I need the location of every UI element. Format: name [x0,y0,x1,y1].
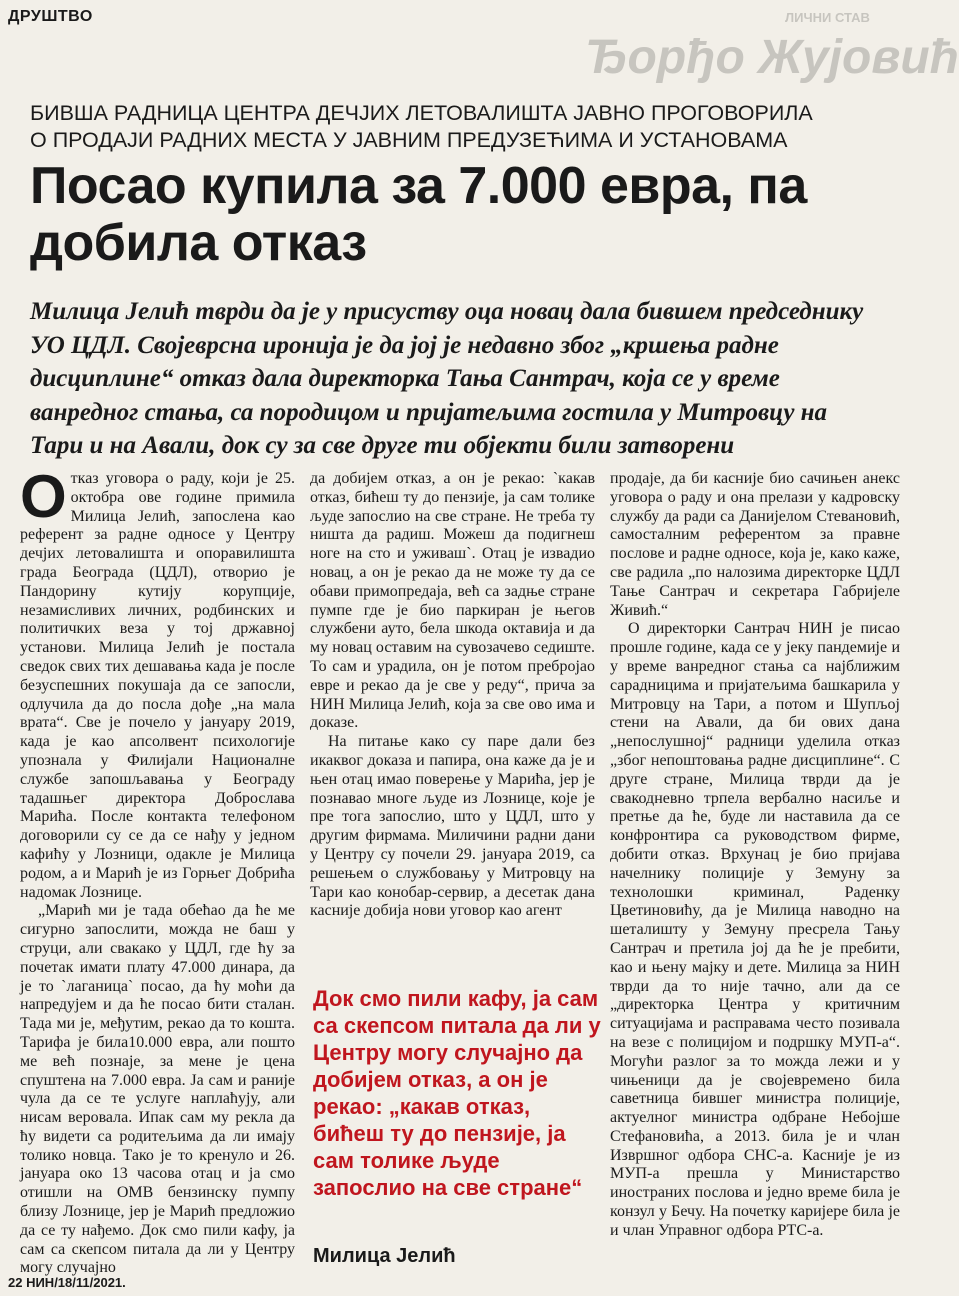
article-column-1 [20,463,295,1277]
kicker: БИВША РАДНИЦА ЦЕНТРА ДЕЧЈИХ ЛЕТОВАЛИШТА ЈАВНО ПРОГОВОРИЛА О ПРОДАЈИ РАДНИХ МЕСТА У ЈАВНИМ ПРЕДУЗЕЋИМА И УСТАНОВАМА [30,101,813,152]
facing-page-name: Ђорђо Жујовић [585,31,959,84]
section-label: ДРУШТВО [8,8,93,25]
paragraph: продаје, да би касније био сачињен анекс уговора о раду и она прелази у кадровску службу да ради са Данијелом Стевановић, самосталним референтом за правне послове и радне односе, која је, како каже, све радила „по налозима директорке ЦДЛ Тање Сантрач и секретара Габријеле Живић.“ [610,470,900,619]
headline: Посао купила за 7.000 евра, па добила отказ [30,157,807,272]
paragraph: „Марић ми је тада обећао да ће ме сигурно запослити, можда не баш у струци, али свакако у ЦДЛ, где ћу за почетак имати плату 47.000 динара, да је то `лаганица` посао, да ћу моћи да напредујем и да ће посао бити сталан. Тада ми је, међутим, рекао да то кошта. Тарифа је била10.000 евра, али пошто ме већ познаје, за мене је цена спуштена на 7.000 евра. Ја сам и раније чула да се те услуге наплаћују, али нисам веровала. Ипак сам му рекла да ћу видети са родитељима да ли имају толико новца. Тако је то кренуло и 26. јануара око 13 часова отац и ја смо отишли на ОМВ бензинску пумпу близу Лознице, јер је Марић предложио да се ту нађемо. Док смо пили кафу, ја сам са скепсом питала да ли у Центру могу случајно [20,902,295,1277]
pull-quote: Док смо пили кафу, ја сам са скепсом питала да ли у Центру могу случајно да добијем отказ, а он је рекао: „какав отказ, бићеш ту до пензије, ја сам толике људе запослио на све стране“ [313,986,601,1200]
article-column-2 [310,470,595,930]
paragraph: О директорки Сантрач НИН је писао прошле године, када се у јеку пандемије и у време ванредног стања са најближим сарадницима и пријатељима башкарила у Митровцу на Тари, а потом и Шупљој стени на Авали, да би ових дана „непослушној“ радници уделила отказ „због непоштовања радне дисциплине“. С друге стране, Милица тврди да је свакодневно трпела вербално насиље и претње да ће, буде ли наставила да се конфронтира са руководством фирме, добити отказ. Врхунац је био пријава начелнику полиције у Земуну за технолошки криминал, Раденку Цветиновићу, да је Милица наводно на шеталишту у Земуну пресрела Тању Сантрач и претила јој да ће је пребити, као и њену мајку и дете. Милица за НИН тврди да то није тачно, али да се „директорка Центра у критичним ситуацијама и расправама често позивала на везе с полицијом и подршку МУП-а“. Могући разлог за то можда лежи и у чињеници да је својевремено била саветница бившег министра полиције, актуелног министра одбране Небојше Стефановића, а 2013. била је и члан Извршног одбора СНС-а. Касније је из МУП-а прешла у Министарство иностраних послова и једно време била је конзул у Бечу. На почетку каријере била је и члан Управног одбора РТС-а. [610,620,900,1239]
lead-paragraph: Милица Јелић тврди да је у присуству оца новац дала бившем председнику УО ЦДЛ. Својеврсна иронија је да јој је недавно због „кршења радне дисциплине“ отказ дала директорка Тања Сантрач, која се у време ванредног стања, са породицом и пријатељима гостила у Митровцу на Тари и на Авали, док су за све друге ти објекти били затворени [30,298,864,459]
facing-page-label: ЛИЧНИ СТАВ [785,10,870,25]
paragraph: тказ уговора о раду, који је 25. октобра ове године примила Милица Јелић, запослена као референт за радне односе у Центру дечјих летовалишта и опоравилишта града Београда (ЦДЛ), отворио је Пандорину кутију корупције, незамисливих личних, родбинских и политичких веза у тој државној установи. Милица Јелић је постала сведок свих тих дешавања када је после безуспешних покушаја да се запосли, одлучила да до посла дође „на мала врата“. Све је почело у јануару 2019, када је као апсолвент психологије упознала у Филијали Националне службе запошљавања у Београду тадашњег директора Доброслава Марића. После контакта телефоном договорили су се да се нађу у једном кафићу у Лозници, одакле је Милица родом, а и Марић је из Горњег Добрића надомак Лознице. [20,470,295,901]
drop-cap: О [20,463,67,530]
article-column-3 [610,470,900,1270]
page-footer: 22 НИН/18/11/2021. [8,1275,126,1290]
paragraph: да добијем отказ, а он је рекао: `какав отказ, бићеш ту до пензије, ја сам толике људе запослио на све стране. Не треба ту ништа да радиш. Можеш да подигнеш ноге на сто и уживаш`. Отац је извадио новац, а он је рекао да не може ту да се обави примопредаја, већ са задње стране пумпе где је био паркиран је његов службени ауто, бела шкода октавија и да му новац оставим на сувозачево седиште. То сам и урадила, он је потом пребројао евре и рекао да је све у реду“, прича за НИН Милица Јелић, која за све ово има и доказе. [310,470,595,732]
pull-quote-author: Милица Јелић [313,1245,456,1267]
paragraph: На питање како су паре дали без икаквог доказа и папира, она каже да је и њен отац имао поверење у Марића, јер је познавао многе људе из Лознице, које је пре тога запослио, што у ЦДЛ, што у другим фирмама. Миличини радни дани у Центру су почели 29. јануара 2019, са решењем о службовању у Митровцу на Тари као конобар-сервир, а десетак дана касније добија нови уговор као агент [310,733,595,920]
